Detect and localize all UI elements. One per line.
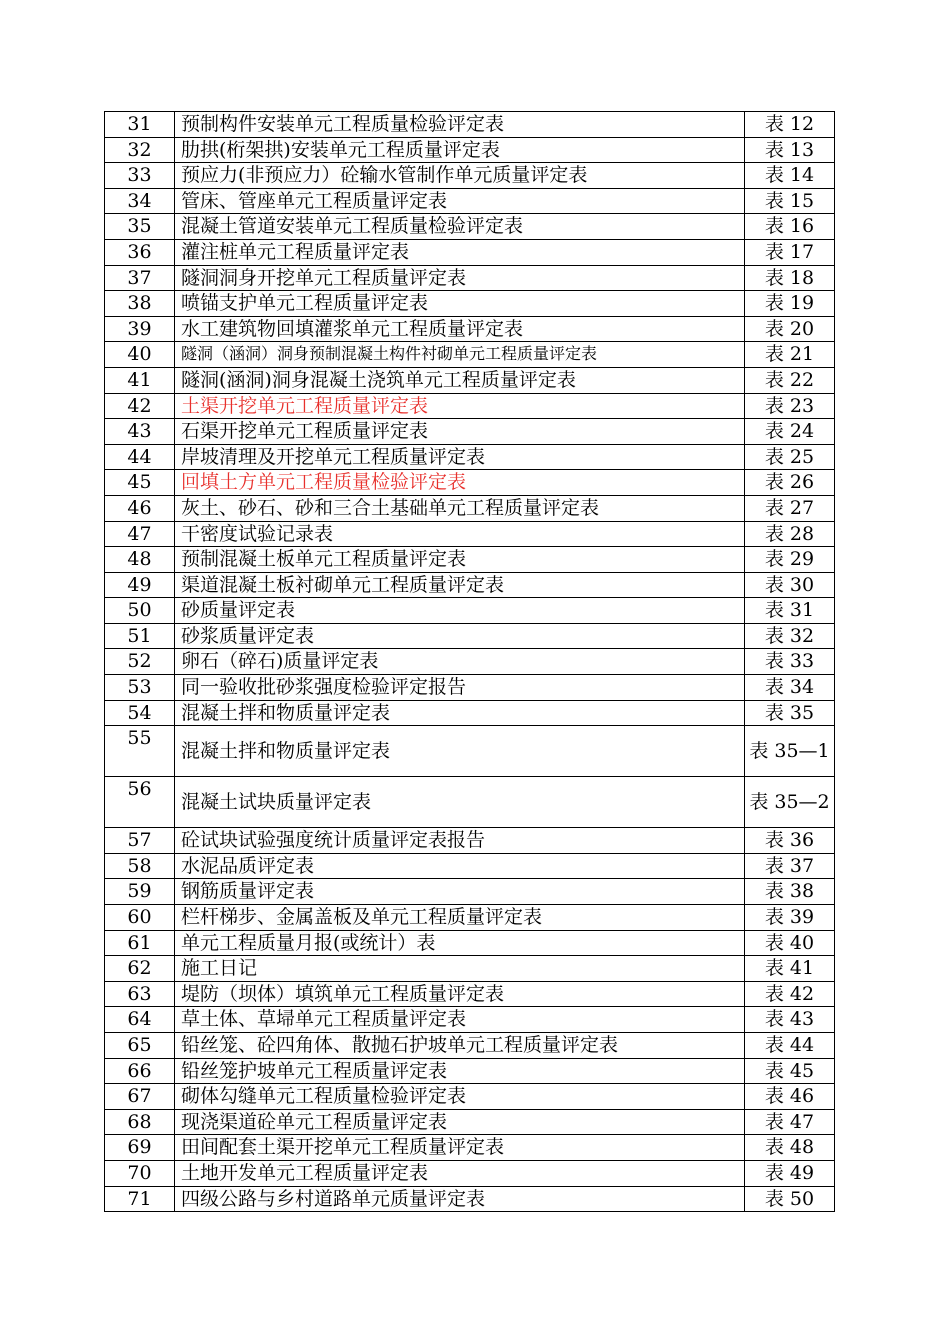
form-title-cell: 预制混凝土板单元工程质量评定表 — [175, 547, 745, 573]
form-title-cell: 土地开发单元工程质量评定表 — [175, 1160, 745, 1186]
table-row — [105, 163, 835, 189]
form-title-cell: 土渠开挖单元工程质量评定表 — [175, 393, 745, 419]
row-number-cell: 41 — [105, 367, 175, 393]
table-ref-cell: 表 12 — [745, 112, 835, 138]
table-ref-cell: 表 35 — [745, 700, 835, 726]
table-row — [105, 265, 835, 291]
row-number-cell: 44 — [105, 444, 175, 470]
form-title-cell: 砌体勾缝单元工程质量检验评定表 — [175, 1084, 745, 1110]
form-title-cell: 施工日记 — [175, 956, 745, 982]
form-title-cell: 卵石（碎石)质量评定表 — [175, 649, 745, 675]
form-title-cell: 水泥品质评定表 — [175, 853, 745, 879]
form-title-cell: 混凝土拌和物质量评定表 — [175, 726, 745, 777]
form-title-cell: 砂质量评定表 — [175, 598, 745, 624]
form-title-cell: 岸坡清理及开挖单元工程质量评定表 — [175, 444, 745, 470]
table-ref-cell: 表 30 — [745, 572, 835, 598]
form-title-cell: 砼试块试验强度统计质量评定表报告 — [175, 828, 745, 854]
row-number-cell: 53 — [105, 675, 175, 701]
form-title-cell: 肋拱(桁架拱)安装单元工程质量评定表 — [175, 137, 745, 163]
table-ref-cell: 表 37 — [745, 853, 835, 879]
form-title-cell: 隧洞(涵洞)洞身混凝土浇筑单元工程质量评定表 — [175, 367, 745, 393]
form-title-cell: 四级公路与乡村道路单元质量评定表 — [175, 1186, 745, 1212]
table-ref-cell: 表 17 — [745, 239, 835, 265]
table-row — [105, 444, 835, 470]
table-ref-cell: 表 34 — [745, 675, 835, 701]
table-ref-cell: 表 28 — [745, 521, 835, 547]
row-number-cell: 32 — [105, 137, 175, 163]
row-number-cell: 40 — [105, 342, 175, 368]
form-title-cell: 渠道混凝土板衬砌单元工程质量评定表 — [175, 572, 745, 598]
table-ref-cell: 表 36 — [745, 828, 835, 854]
row-number-cell: 54 — [105, 700, 175, 726]
table-row — [105, 521, 835, 547]
table-ref-cell: 表 48 — [745, 1135, 835, 1161]
table-row — [105, 649, 835, 675]
table-row — [105, 1007, 835, 1033]
row-number-cell: 52 — [105, 649, 175, 675]
form-title-cell: 田间配套土渠开挖单元工程质量评定表 — [175, 1135, 745, 1161]
row-number-cell: 58 — [105, 853, 175, 879]
table-row — [105, 572, 835, 598]
table-row — [105, 214, 835, 240]
form-title-cell: 隧洞洞身开挖单元工程质量评定表 — [175, 265, 745, 291]
form-title-cell: 水工建筑物回填灌浆单元工程质量评定表 — [175, 316, 745, 342]
form-title-cell: 喷锚支护单元工程质量评定表 — [175, 291, 745, 317]
row-number-cell: 43 — [105, 419, 175, 445]
table-body — [105, 112, 835, 1212]
table-row — [105, 981, 835, 1007]
table-ref-cell: 表 21 — [745, 342, 835, 368]
row-number-cell: 60 — [105, 905, 175, 931]
table-row — [105, 367, 835, 393]
table-row — [105, 1160, 835, 1186]
row-number-cell: 33 — [105, 163, 175, 189]
table-ref-cell: 表 35—2 — [745, 777, 835, 828]
row-number-cell: 57 — [105, 828, 175, 854]
table-row — [105, 1084, 835, 1110]
table-row — [105, 188, 835, 214]
form-title-cell: 隧洞（涵洞）洞身预制混凝土构件衬砌单元工程质量评定表 — [175, 342, 745, 368]
row-number-cell: 66 — [105, 1058, 175, 1084]
table-ref-cell: 表 23 — [745, 393, 835, 419]
table-ref-cell: 表 50 — [745, 1186, 835, 1212]
row-number-cell: 47 — [105, 521, 175, 547]
form-title-cell: 栏杆梯步、金属盖板及单元工程质量评定表 — [175, 905, 745, 931]
form-title-cell: 草土体、草埽单元工程质量评定表 — [175, 1007, 745, 1033]
form-title-cell: 回填土方单元工程质量检验评定表 — [175, 470, 745, 496]
table-row — [105, 239, 835, 265]
form-index-table — [104, 111, 835, 1212]
row-number-cell: 48 — [105, 547, 175, 573]
table-ref-cell: 表 32 — [745, 623, 835, 649]
table-row — [105, 137, 835, 163]
table-row — [105, 291, 835, 317]
table-ref-cell: 表 26 — [745, 470, 835, 496]
table-ref-cell: 表 33 — [745, 649, 835, 675]
table-row — [105, 675, 835, 701]
table-row — [105, 956, 835, 982]
table-ref-cell: 表 16 — [745, 214, 835, 240]
row-number-cell: 61 — [105, 930, 175, 956]
table-ref-cell: 表 49 — [745, 1160, 835, 1186]
table-row — [105, 1058, 835, 1084]
table-ref-cell: 表 46 — [745, 1084, 835, 1110]
table-ref-cell: 表 22 — [745, 367, 835, 393]
table-ref-cell: 表 40 — [745, 930, 835, 956]
table-row — [105, 623, 835, 649]
row-number-cell: 63 — [105, 981, 175, 1007]
form-title-cell: 预应力(非预应力）砼输水管制作单元质量评定表 — [175, 163, 745, 189]
table-ref-cell: 表 15 — [745, 188, 835, 214]
row-number-cell: 42 — [105, 393, 175, 419]
table-row — [105, 547, 835, 573]
table-ref-cell: 表 20 — [745, 316, 835, 342]
table-row — [105, 853, 835, 879]
table-row — [105, 419, 835, 445]
table-ref-cell: 表 25 — [745, 444, 835, 470]
table-row — [105, 1109, 835, 1135]
table-ref-cell: 表 44 — [745, 1033, 835, 1059]
table-row — [105, 726, 835, 777]
table-row — [105, 777, 835, 828]
row-number-cell: 56 — [105, 777, 175, 828]
form-title-cell: 钢筋质量评定表 — [175, 879, 745, 905]
row-number-cell: 37 — [105, 265, 175, 291]
row-number-cell: 70 — [105, 1160, 175, 1186]
table-ref-cell: 表 43 — [745, 1007, 835, 1033]
form-title-cell: 预制构件安装单元工程质量检验评定表 — [175, 112, 745, 138]
table-ref-cell: 表 14 — [745, 163, 835, 189]
table-row — [105, 905, 835, 931]
row-number-cell: 35 — [105, 214, 175, 240]
table-row — [105, 1135, 835, 1161]
row-number-cell: 38 — [105, 291, 175, 317]
form-title-cell: 管床、管座单元工程质量评定表 — [175, 188, 745, 214]
table-row — [105, 316, 835, 342]
table-row — [105, 879, 835, 905]
table-row — [105, 393, 835, 419]
table-row — [105, 1186, 835, 1212]
row-number-cell: 64 — [105, 1007, 175, 1033]
table-row — [105, 700, 835, 726]
table-ref-cell: 表 42 — [745, 981, 835, 1007]
row-number-cell: 55 — [105, 726, 175, 777]
form-title-cell: 同一验收批砂浆强度检验评定报告 — [175, 675, 745, 701]
table-ref-cell: 表 35—1 — [745, 726, 835, 777]
table-ref-cell: 表 13 — [745, 137, 835, 163]
form-title-cell: 铅丝笼护坡单元工程质量评定表 — [175, 1058, 745, 1084]
row-number-cell: 65 — [105, 1033, 175, 1059]
row-number-cell: 51 — [105, 623, 175, 649]
row-number-cell: 36 — [105, 239, 175, 265]
form-title-cell: 灌注桩单元工程质量评定表 — [175, 239, 745, 265]
table-ref-cell: 表 18 — [745, 265, 835, 291]
row-number-cell: 31 — [105, 112, 175, 138]
table-row — [105, 828, 835, 854]
row-number-cell: 67 — [105, 1084, 175, 1110]
table-row — [105, 495, 835, 521]
form-title-cell: 铅丝笼、砼四角体、散抛石护坡单元工程质量评定表 — [175, 1033, 745, 1059]
row-number-cell: 39 — [105, 316, 175, 342]
row-number-cell: 69 — [105, 1135, 175, 1161]
table-ref-cell: 表 38 — [745, 879, 835, 905]
table-ref-cell: 表 19 — [745, 291, 835, 317]
form-title-cell: 砂浆质量评定表 — [175, 623, 745, 649]
table-row — [105, 342, 835, 368]
table-row — [105, 470, 835, 496]
table-ref-cell: 表 31 — [745, 598, 835, 624]
table-ref-cell: 表 41 — [745, 956, 835, 982]
table-ref-cell: 表 47 — [745, 1109, 835, 1135]
table-ref-cell: 表 29 — [745, 547, 835, 573]
form-title-cell: 混凝土拌和物质量评定表 — [175, 700, 745, 726]
row-number-cell: 46 — [105, 495, 175, 521]
row-number-cell: 45 — [105, 470, 175, 496]
table-ref-cell: 表 39 — [745, 905, 835, 931]
table-ref-cell: 表 24 — [745, 419, 835, 445]
row-number-cell: 59 — [105, 879, 175, 905]
table-row — [105, 930, 835, 956]
table-row — [105, 112, 835, 138]
table-ref-cell: 表 45 — [745, 1058, 835, 1084]
row-number-cell: 49 — [105, 572, 175, 598]
form-title-cell: 石渠开挖单元工程质量评定表 — [175, 419, 745, 445]
row-number-cell: 62 — [105, 956, 175, 982]
row-number-cell: 68 — [105, 1109, 175, 1135]
form-title-cell: 干密度试验记录表 — [175, 521, 745, 547]
form-title-cell: 混凝土管道安装单元工程质量检验评定表 — [175, 214, 745, 240]
form-title-cell: 现浇渠道砼单元工程质量评定表 — [175, 1109, 745, 1135]
form-title-cell: 单元工程质量月报(或统计）表 — [175, 930, 745, 956]
form-title-cell: 混凝土试块质量评定表 — [175, 777, 745, 828]
row-number-cell: 71 — [105, 1186, 175, 1212]
table-ref-cell: 表 27 — [745, 495, 835, 521]
form-title-cell: 灰土、砂石、砂和三合土基础单元工程质量评定表 — [175, 495, 745, 521]
table-row — [105, 598, 835, 624]
row-number-cell: 50 — [105, 598, 175, 624]
table-row — [105, 1033, 835, 1059]
form-title-cell: 堤防（坝体）填筑单元工程质量评定表 — [175, 981, 745, 1007]
row-number-cell: 34 — [105, 188, 175, 214]
